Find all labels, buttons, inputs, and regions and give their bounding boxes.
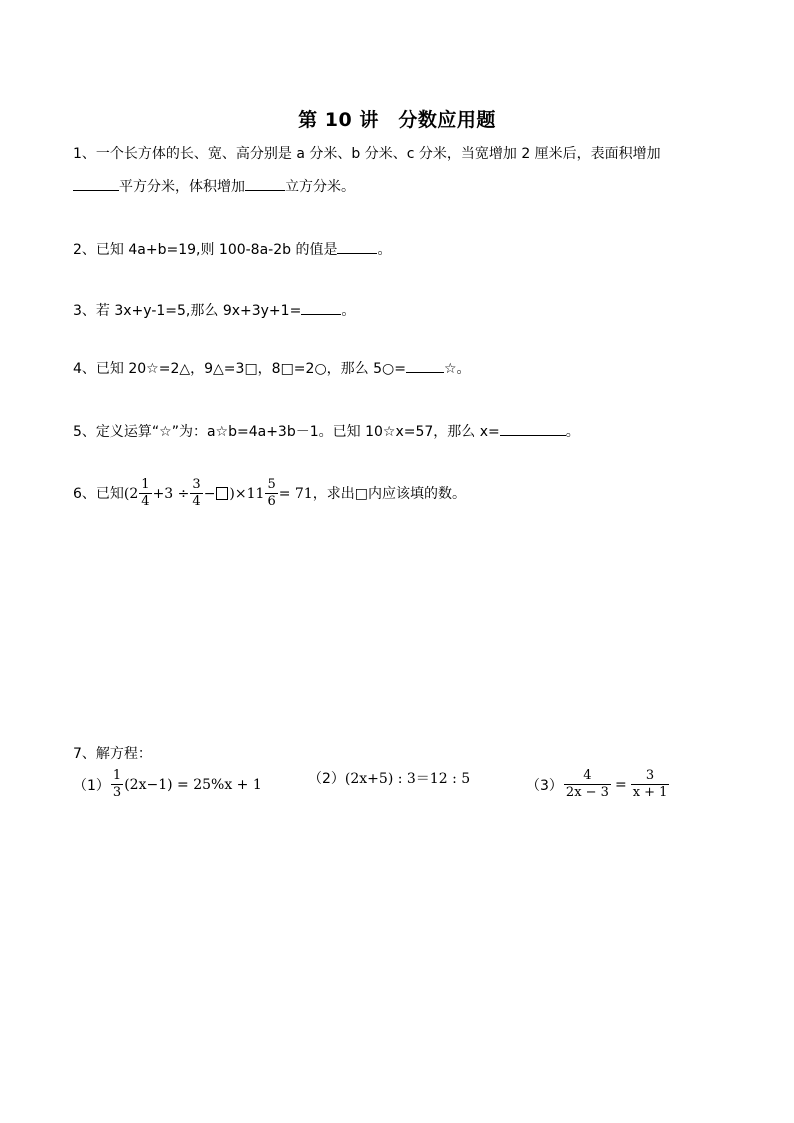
question-3 — [73, 300, 355, 321]
q6-fraction-1-den: 4 — [141, 494, 150, 509]
question-1-part-a: 平方分米，体积增加 — [119, 179, 245, 195]
q7-equation-2 — [308, 768, 470, 788]
q6-fraction-2-num: 3 — [192, 477, 201, 492]
q6-minus: − — [203, 485, 216, 502]
answer-blank-1a[interactable] — [73, 176, 119, 191]
q6-fraction-3-den: 6 — [267, 494, 276, 509]
q6-mid: +3 ÷ — [152, 485, 190, 502]
answer-blank-5[interactable] — [500, 421, 566, 436]
question-1-text: 1、一个长方体的长、宽、高分别是 a 分米、b 分米、c 分米，当宽增加 2 厘米后，表面积增加 — [73, 146, 661, 162]
q7-eq3-left-den: 2x − 3 — [565, 785, 609, 800]
q7-eq2-label: （2） — [308, 771, 345, 787]
q7-eq3-right-num: 3 — [631, 768, 670, 785]
q7-eq1-label: （1） — [73, 777, 110, 794]
q7-eq1-fraction — [111, 768, 123, 801]
q7-eq1-num: 1 — [112, 768, 122, 783]
question-7-label-text: 7、解方程： — [73, 746, 152, 762]
q6-close-times: )×11 — [229, 485, 265, 502]
q7-equation-3 — [526, 768, 670, 801]
q6-equals: = 71 — [278, 485, 313, 502]
question-3-end: 。 — [341, 303, 356, 319]
question-2-end: 。 — [377, 242, 392, 258]
question-2-text: 2、已知 4a+b=19,则 100-8a-2b 的值是 — [73, 242, 338, 258]
question-1-line-2 — [73, 176, 355, 197]
question-1-part-b: 立方分米。 — [285, 179, 355, 195]
q7-eq1-rest: (2x−1) = 25%x + 1 — [124, 776, 262, 793]
q7-eq3-label: （3） — [526, 777, 563, 794]
question-2 — [73, 239, 391, 260]
q6-fraction-1 — [139, 477, 151, 510]
answer-blank-4[interactable] — [406, 358, 444, 373]
answer-blank-3[interactable] — [301, 300, 341, 315]
question-4-text: 4、已知 20☆=2△，9△=3□，8□=2○，那么 5○= — [73, 361, 406, 377]
q7-eq3-right-fraction — [631, 768, 670, 801]
question-6 — [73, 477, 466, 510]
question-4-end: ☆。 — [443, 361, 471, 377]
question-5-end: 。 — [565, 424, 580, 440]
question-5-text: 5、定义运算“☆”为：a☆b=4a+3b－1。已知 10☆x=57，那么 x= — [73, 424, 500, 440]
q6-fraction-2-den: 4 — [192, 494, 201, 509]
question-5 — [73, 421, 580, 442]
q7-equation-1 — [73, 768, 262, 801]
q7-eq1-den: 3 — [112, 785, 122, 800]
q7-eq3-left-fraction — [564, 768, 611, 801]
q6-fraction-2 — [190, 477, 202, 510]
q6-open: (2 — [123, 485, 139, 502]
answer-blank-2[interactable] — [337, 239, 377, 254]
question-6-suffix: ，求出□内应该填的数。 — [312, 485, 466, 502]
q6-fraction-1-num: 1 — [141, 477, 150, 492]
question-6-prefix: 6、已知 — [73, 485, 124, 502]
q7-eq3-left-num: 4 — [564, 768, 611, 785]
answer-blank-1b[interactable] — [245, 176, 285, 191]
q6-blank-box[interactable] — [216, 487, 228, 500]
question-4 — [73, 358, 471, 379]
question-3-text: 3、若 3x+y-1=5,那么 9x+3y+1= — [73, 303, 302, 319]
q7-eq3-right-den: x + 1 — [632, 785, 668, 800]
question-7-label — [73, 744, 152, 764]
q7-eq2-body: (2x+5) : 3＝12 : 5 — [344, 771, 471, 787]
page-title: 第 10 讲 分数应用题 — [298, 109, 496, 131]
q6-fraction-3-num: 5 — [267, 477, 276, 492]
question-1-line-1 — [73, 144, 661, 164]
q7-eq3-equals: = — [614, 776, 627, 793]
q6-fraction-3 — [265, 477, 277, 510]
